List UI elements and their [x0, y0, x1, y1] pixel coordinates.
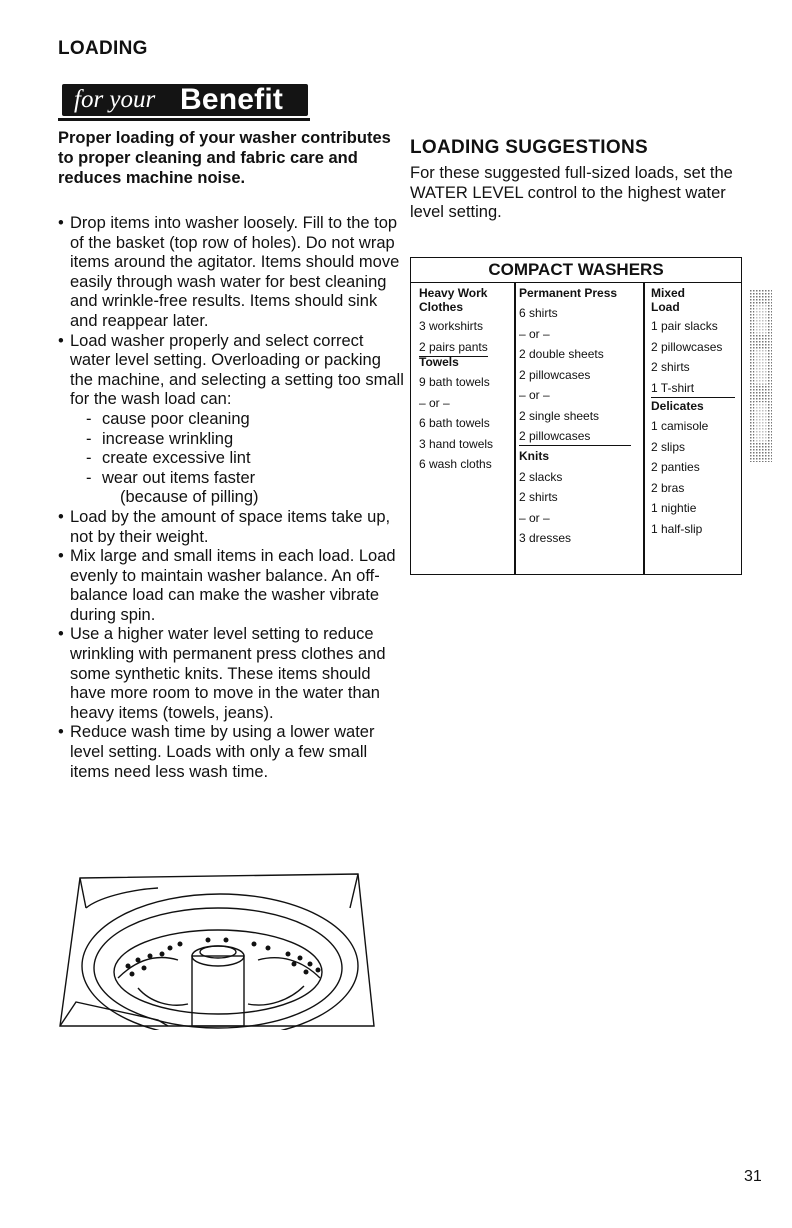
load-item: 2 pillowcases	[519, 426, 631, 447]
load-item: 2 bras	[651, 480, 685, 495]
page-number: 31	[744, 1168, 762, 1185]
load-item: 2 shirts	[651, 360, 690, 374]
tip-item	[58, 723, 408, 782]
tip-item	[58, 547, 408, 625]
tip-text: Load by the amount of space items take up, not by their weight.	[70, 507, 391, 546]
load-item: 1 pair slacks	[651, 319, 718, 333]
load-item: 6 shirts	[519, 306, 558, 320]
effect-item: - increase wrinkling	[86, 430, 408, 450]
tip-item	[58, 332, 408, 508]
load-item: 2 single sheets	[519, 408, 600, 423]
loading-tips-list	[58, 214, 408, 782]
heavy-heading: Heavy Work Clothes	[419, 286, 488, 314]
column-divider	[643, 282, 645, 574]
permanent-heading: Permanent Press	[519, 286, 618, 300]
load-item: 3 dresses	[519, 531, 572, 545]
tip-text: Mix large and small items in each load. Load evenly to maintain washer balance. An off-balance load can make the washer vibrate during spin.	[70, 547, 396, 624]
towels-heading: Towels	[419, 355, 459, 369]
tip-item	[58, 508, 408, 547]
tip-text: Drop items into washer loosely. Fill to the top of the basket (top row of holes). Do not wrap items around the agitator. Items should move easily through wash water for best cleaning and wrinkle-free results. Items should sink and reappear later.	[70, 214, 400, 330]
load-item: 1 half-slip	[651, 521, 703, 536]
permanent-press-column	[519, 286, 631, 549]
tip-text: Load washer properly and select correct water level setting. Overloading or packing the machine, and selecting a setting too small for the wash load can:	[70, 331, 404, 409]
load-item: 2 pairs pants	[419, 337, 509, 358]
effect-item: - create excessive lint	[86, 449, 408, 469]
tip-text: Use a higher water level setting to reduce wrinkling with permanent press clothes and some synthetic knits. These items should have more room to move in the water than heavy items (towels, jeans).	[70, 625, 386, 722]
delicates-heading: Delicates	[651, 399, 704, 413]
load-item: 2 slips	[651, 439, 686, 454]
tip-item	[58, 214, 408, 332]
load-item: 1 nightie	[651, 501, 697, 515]
load-item: 3 hand towels	[419, 436, 494, 451]
load-item: 3 workshirts	[419, 319, 484, 333]
tip-item	[58, 625, 408, 723]
load-item: 2 panties	[651, 460, 700, 474]
banner-rule	[58, 118, 310, 121]
table-title: COMPACT WASHERS	[411, 258, 741, 283]
load-item: 2 slacks	[519, 469, 563, 484]
load-item: – or –	[519, 388, 550, 402]
load-item: 9 bath towels	[419, 375, 490, 389]
overload-effects-list	[70, 410, 408, 508]
language-side-tab	[750, 290, 772, 462]
heavy-column	[419, 286, 509, 475]
load-item: 2 pillowcases	[519, 367, 591, 382]
load-item: – or –	[419, 395, 450, 410]
load-item: 1 camisole	[651, 419, 709, 433]
suggestions-text: For these suggested full-sized loads, set the WATER LEVEL control to the highest water level setting.	[410, 164, 733, 222]
benefit-banner	[62, 84, 308, 116]
load-item: – or –	[519, 326, 550, 341]
washer-basket-illustration	[58, 868, 376, 1030]
load-item: 2 pillowcases	[651, 339, 723, 354]
load-item: 6 wash cloths	[419, 457, 492, 471]
compact-washers-table	[410, 257, 742, 575]
effect-item: - cause poor cleaning	[86, 410, 408, 430]
section-title: LOADING	[58, 38, 148, 59]
effect-item: - wear out items faster	[86, 469, 408, 489]
effect-item-cont	[86, 488, 408, 508]
effect-text: (because of pilling)	[120, 488, 259, 507]
load-item: – or –	[519, 510, 550, 525]
load-item: 2 shirts	[519, 490, 558, 504]
tip-text: Reduce wash time by using a lower water level setting. Loads with only a few small items need less wash time.	[70, 723, 375, 781]
intro-paragraph: Proper loading of your washer contributes to proper cleaning and fabric care and reduces machine noise.	[58, 129, 391, 187]
banner-prefix: for your	[74, 86, 156, 113]
mixed-load-column	[651, 286, 735, 539]
load-item: 6 bath towels	[419, 416, 490, 430]
load-item: 2 double sheets	[519, 347, 604, 361]
load-item: 1 T-shirt	[651, 378, 735, 399]
banner-word: Benefit	[180, 83, 284, 116]
knits-heading: Knits	[519, 448, 549, 463]
column-divider	[514, 282, 516, 574]
suggestions-heading: LOADING SUGGESTIONS	[410, 137, 648, 158]
mixed-heading: Mixed Load	[651, 286, 686, 314]
